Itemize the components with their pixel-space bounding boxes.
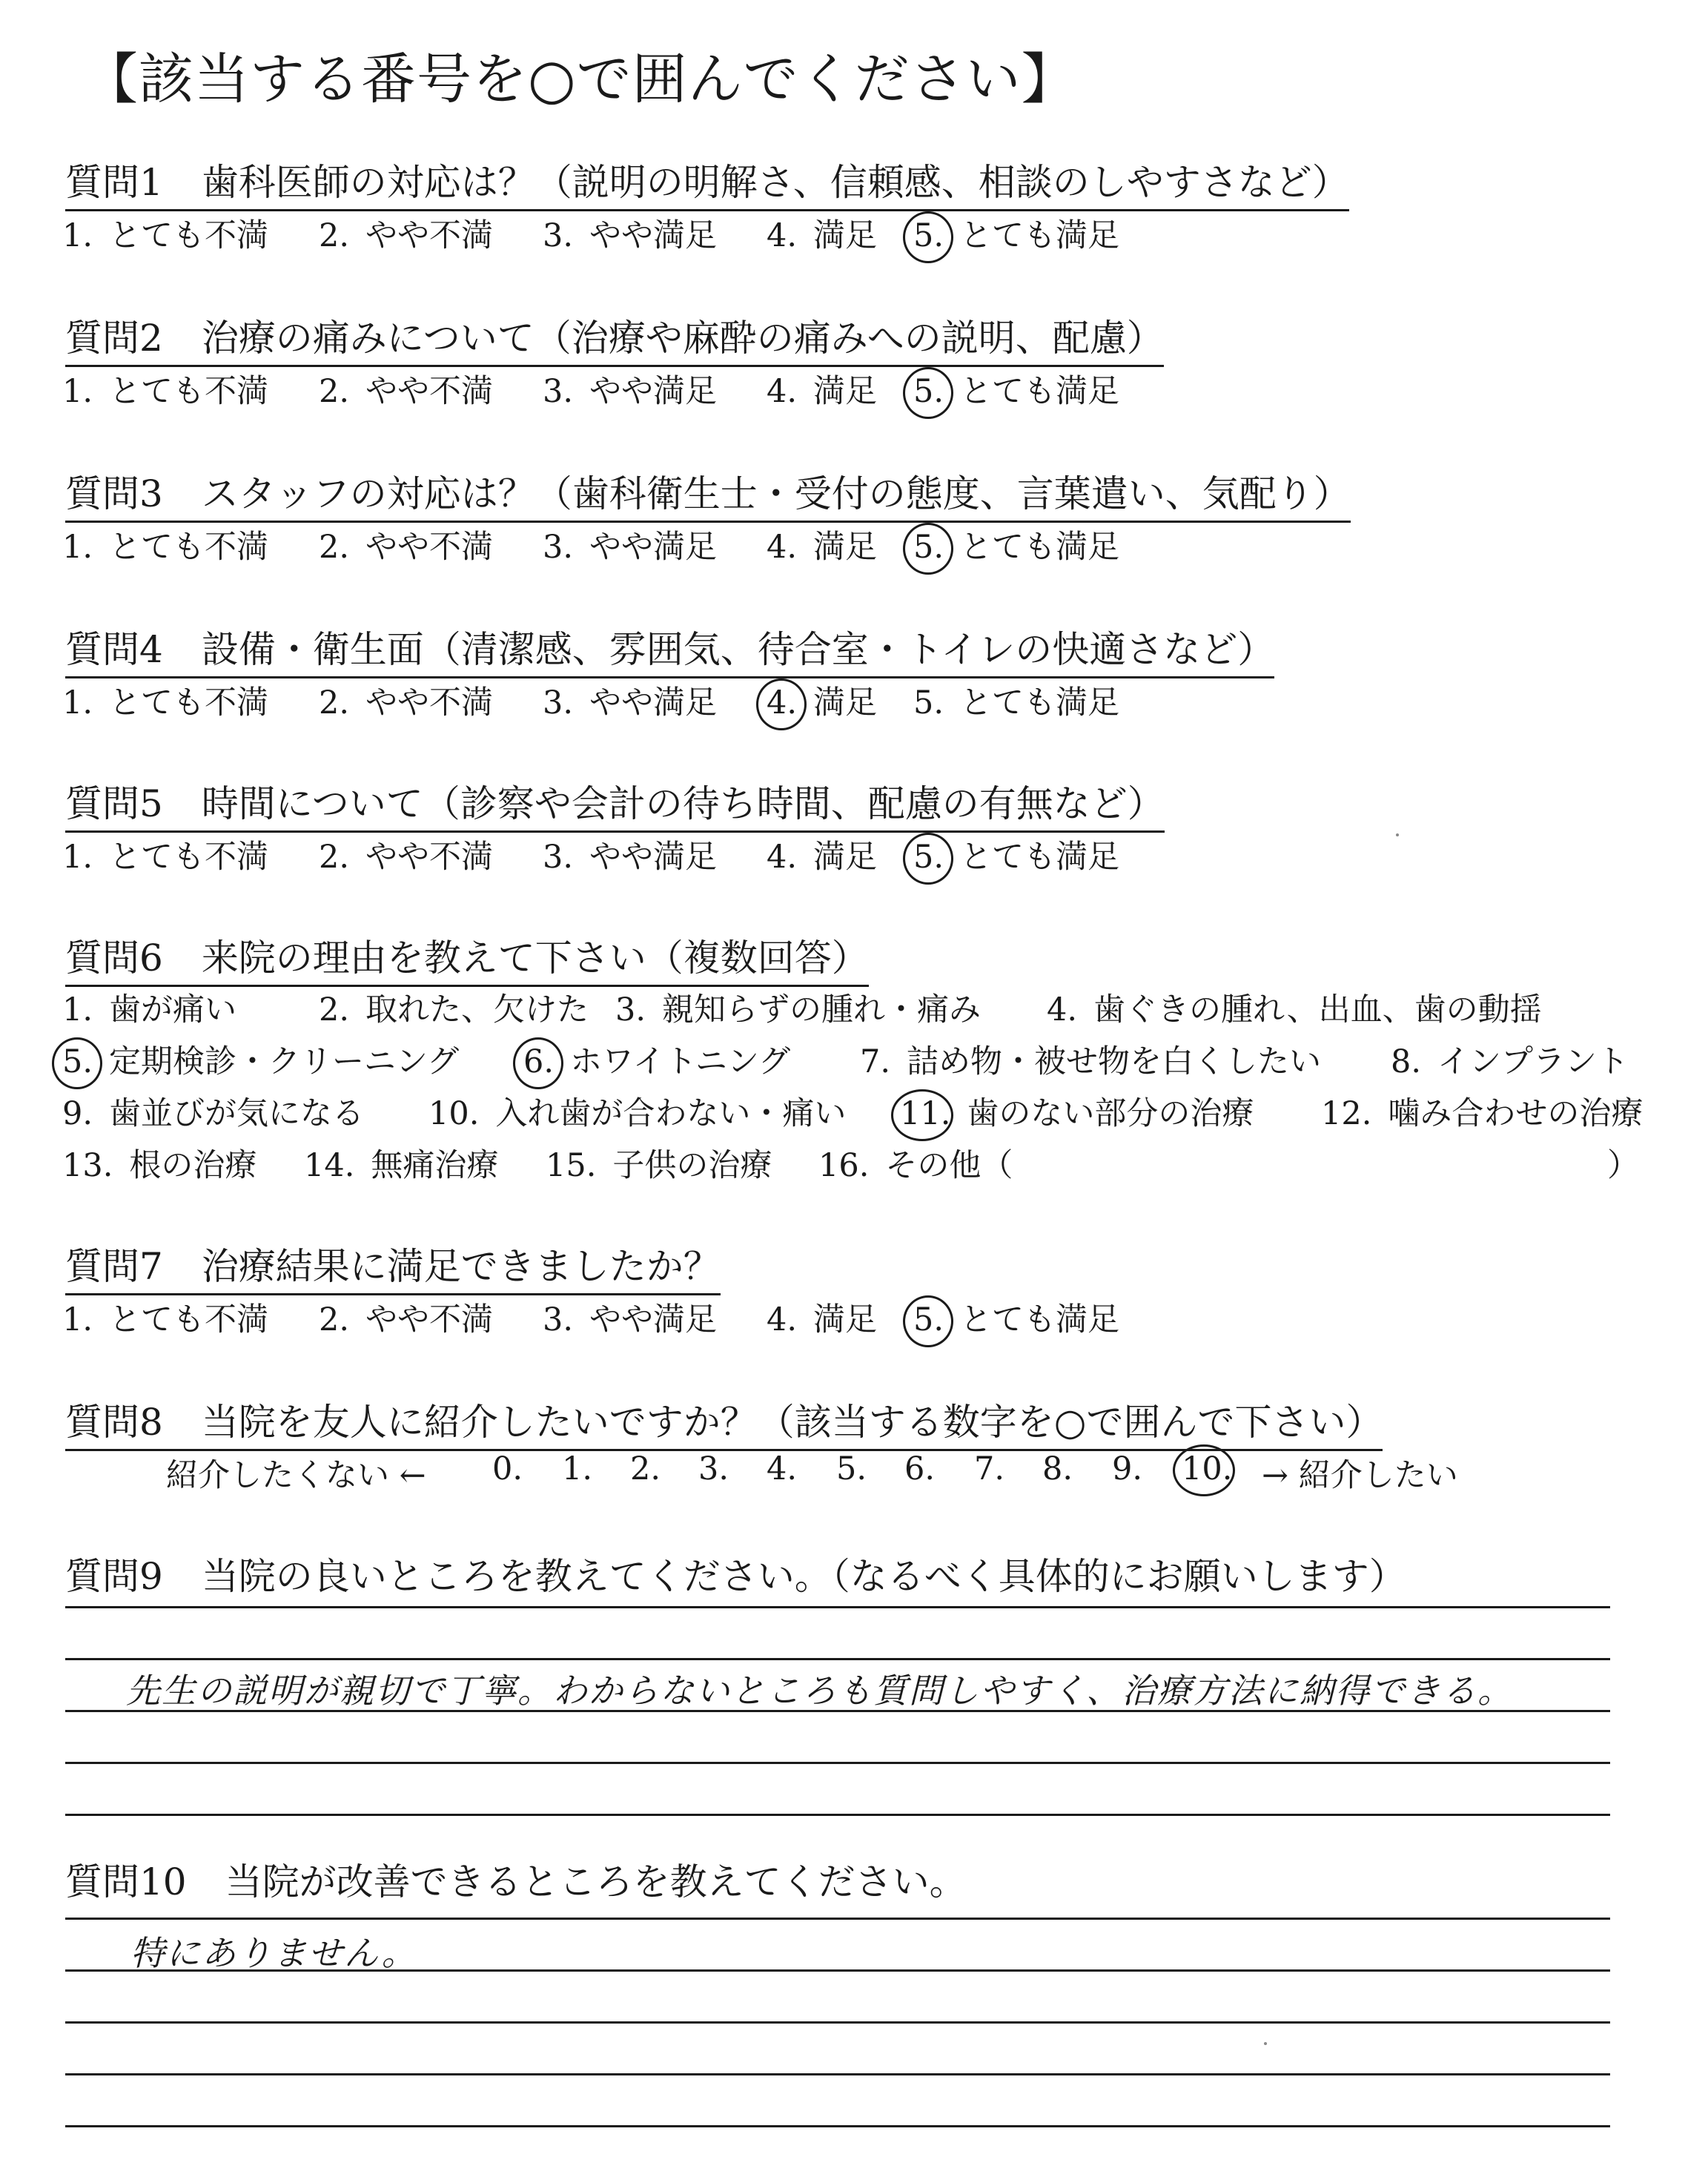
option-label: とても不満: [109, 529, 269, 566]
q1-option-4[interactable]: [767, 211, 877, 256]
q6-other-close-paren: ）: [1607, 1147, 1639, 1184]
option-number: 1.: [562, 1450, 593, 1487]
option-label: 入れ歯が合わない・痛い: [495, 1095, 847, 1132]
option-number: 14.: [304, 1147, 355, 1184]
option-number: 3.: [543, 217, 574, 254]
question-2-text: 治療の痛みについて（治療や麻酔の痛みへの説明、配慮）: [201, 317, 1164, 360]
option-label: 満足: [813, 529, 878, 566]
q4-option-3[interactable]: [543, 678, 717, 723]
question-4-heading: [65, 620, 1274, 678]
option-number: 4.: [767, 1301, 798, 1338]
option-label: その他（: [885, 1147, 1013, 1184]
q8-scale-0[interactable]: [492, 1450, 539, 1487]
q7-option-3[interactable]: [543, 1295, 717, 1340]
option-number: 2.: [319, 684, 350, 721]
option-label: やや不満: [365, 839, 494, 876]
answer-line: [65, 1710, 1610, 1712]
option-number: 1.: [62, 1301, 93, 1338]
q4-option-5[interactable]: [913, 678, 1119, 723]
option-label: とても満足: [960, 839, 1120, 876]
option-label: やや満足: [589, 217, 718, 254]
answer-line: [65, 2073, 1610, 2075]
option-number: 5.: [913, 684, 944, 721]
q6-option-8[interactable]: [1391, 1037, 1629, 1082]
option-number: 1.: [62, 529, 93, 566]
answer-line: [65, 1762, 1610, 1764]
q5-option-1[interactable]: [62, 832, 268, 877]
option-number: 12.: [1321, 1095, 1372, 1132]
option-number: 9.: [1112, 1450, 1143, 1487]
question-10-heading: [65, 1852, 967, 1906]
option-number: 2.: [319, 1301, 350, 1338]
q6-option-10[interactable]: [428, 1089, 846, 1134]
option-label: とても不満: [109, 684, 269, 721]
option-label: とても満足: [960, 684, 1120, 721]
q1-option-3[interactable]: [543, 211, 717, 256]
option-label: やや満足: [589, 1301, 718, 1338]
q7-option-2[interactable]: [319, 1295, 493, 1340]
option-label: とても不満: [109, 373, 269, 410]
option-label: やや満足: [589, 839, 718, 876]
question-5-label: 質問5: [65, 782, 163, 825]
option-number: 16.: [818, 1147, 870, 1184]
option-label: 満足: [813, 839, 878, 876]
answer-line: [65, 1606, 1610, 1608]
q7-option-4[interactable]: [767, 1295, 877, 1340]
q10-handwritten-answer[interactable]: 特にありません。: [130, 1933, 417, 1973]
option-number: 8.: [1042, 1450, 1073, 1487]
option-number: 1.: [62, 684, 93, 721]
option-number: 3.: [543, 839, 574, 876]
q4-option-1[interactable]: [62, 678, 268, 723]
option-number: 4.: [767, 217, 798, 254]
q3-option-2[interactable]: [319, 522, 493, 567]
option-label: インプラント: [1437, 1043, 1629, 1080]
q7-option-1[interactable]: [62, 1295, 268, 1340]
q6-option-12[interactable]: [1321, 1089, 1643, 1134]
question-8-label: 質問8: [65, 1401, 163, 1444]
page-title: 【該当する番号を○で囲んでください】: [83, 47, 1077, 111]
q8-left-label: 紹介したくない ←: [166, 1457, 426, 1494]
q6-option-14[interactable]: [304, 1140, 498, 1186]
q5-option-4[interactable]: [767, 832, 877, 877]
q8-scale-2[interactable]: [630, 1450, 677, 1487]
question-1-heading: [65, 153, 1349, 211]
option-number: 2.: [319, 373, 350, 410]
answer-line: [65, 1814, 1610, 1816]
answer-line: [65, 2125, 1610, 2127]
option-number: 3.: [543, 373, 574, 410]
question-2-label: 質問2: [65, 317, 163, 360]
q8-scale-6[interactable]: [904, 1450, 951, 1487]
option-number: 7.: [974, 1450, 1005, 1487]
answer-line: [65, 1918, 1610, 1920]
option-label: とても満足: [960, 217, 1120, 254]
q3-option-4[interactable]: [767, 522, 877, 567]
question-6-text: 来院の理由を教えて下さい（複数回答）: [201, 937, 869, 980]
q1-option-5-circled[interactable]: [913, 211, 1119, 256]
option-number: 1.: [62, 839, 93, 876]
option-number: 4.: [767, 839, 798, 876]
option-number: 5.: [913, 217, 944, 254]
option-number: 4.: [767, 529, 798, 566]
q8-scale-5[interactable]: [836, 1450, 883, 1487]
q6-option-15[interactable]: [546, 1140, 772, 1186]
option-label: やや不満: [365, 217, 494, 254]
option-number: 1.: [62, 991, 93, 1028]
option-label: とても不満: [109, 1301, 269, 1338]
q8-scale-10-circled[interactable]: [1182, 1450, 1248, 1487]
q8-scale-1[interactable]: [562, 1450, 609, 1487]
option-number: 10.: [1182, 1450, 1233, 1487]
q8-scale-8[interactable]: [1042, 1450, 1089, 1487]
option-label: 歯が痛い: [109, 991, 237, 1028]
q8-scale-7[interactable]: [974, 1450, 1021, 1487]
question-10-text: 当院が改善できるところを教えてください。: [225, 1860, 967, 1903]
option-number: 2.: [319, 839, 350, 876]
option-number: 2.: [319, 217, 350, 254]
option-number: 3.: [543, 529, 574, 566]
q3-option-5-circled[interactable]: [913, 522, 1119, 567]
option-label: とても満足: [960, 373, 1120, 410]
question-2-heading: [65, 308, 1164, 367]
option-label: 歯並びが気になる: [109, 1095, 365, 1132]
option-number: 3.: [698, 1450, 729, 1487]
option-label: やや不満: [365, 1301, 494, 1338]
option-label: とても不満: [109, 217, 269, 254]
q3-option-1[interactable]: [62, 522, 268, 567]
option-label: 満足: [813, 684, 878, 721]
option-number: 4.: [767, 684, 798, 721]
option-number: 5.: [913, 529, 944, 566]
option-number: 0.: [492, 1450, 523, 1487]
q6-option-3[interactable]: [615, 985, 981, 1030]
q5-option-5-circled[interactable]: [913, 832, 1119, 877]
option-label: 歯のない部分の治療: [967, 1095, 1254, 1132]
q6-option-4[interactable]: [1047, 985, 1542, 1030]
option-label: やや満足: [589, 373, 718, 410]
question-5-heading: [65, 774, 1165, 833]
option-number: 6.: [523, 1043, 555, 1080]
option-number: 11.: [900, 1095, 951, 1132]
option-number: 2.: [319, 529, 350, 566]
q2-option-5-circled[interactable]: [913, 366, 1119, 412]
option-number: 6.: [904, 1450, 936, 1487]
option-number: 15.: [546, 1147, 597, 1184]
q1-option-2[interactable]: [319, 211, 493, 256]
option-number: 3.: [543, 1301, 574, 1338]
scan-speck: [1396, 833, 1399, 836]
option-label: 定期検診・クリーニング: [109, 1043, 460, 1080]
option-number: 13.: [62, 1147, 113, 1184]
option-label: 噛み合わせの治療: [1388, 1095, 1644, 1132]
option-label: やや満足: [589, 529, 718, 566]
option-number: 4.: [767, 373, 798, 410]
question-8-heading: [65, 1393, 1383, 1451]
option-label: 親知らずの腫れ・痛み: [662, 991, 982, 1028]
q2-option-2[interactable]: [319, 366, 493, 412]
q8-right-label: → 紹介したい: [1262, 1457, 1458, 1494]
option-number: 5.: [836, 1450, 867, 1487]
question-4-text: 設備・衛生面（清潔感、雰囲気、待合室・トイレの快適さなど）: [201, 628, 1275, 671]
option-label: とても満足: [960, 1301, 1120, 1338]
option-label: 無痛治療: [371, 1147, 499, 1184]
question-9-heading: [65, 1547, 1406, 1600]
option-number: 5.: [913, 839, 944, 876]
question-9-label: 質問9: [65, 1555, 163, 1598]
q8-scale-3[interactable]: [698, 1450, 745, 1487]
option-label: 詰め物・被せ物を白くしたい: [907, 1043, 1322, 1080]
question-3-text: スタッフの対応は？（歯科衛生士・受付の態度、言葉遣い、気配り）: [201, 472, 1351, 515]
option-number: 8.: [1391, 1043, 1422, 1080]
q6-option-16[interactable]: [818, 1140, 1013, 1186]
option-number: 1.: [62, 373, 93, 410]
question-6-label: 質問6: [65, 937, 163, 980]
q6-option-13[interactable]: [62, 1140, 256, 1186]
q2-option-3[interactable]: [543, 366, 717, 412]
option-label: 根の治療: [129, 1147, 257, 1184]
q6-option-1[interactable]: [62, 985, 236, 1030]
q5-option-2[interactable]: [319, 832, 493, 877]
question-10-label: 質問10: [65, 1860, 187, 1903]
question-3-label: 質問3: [65, 472, 163, 515]
option-number: 9.: [62, 1095, 93, 1132]
question-4-label: 質問4: [65, 628, 163, 671]
question-7-label: 質問7: [65, 1245, 163, 1288]
option-number: 10.: [428, 1095, 480, 1132]
q7-option-5-circled[interactable]: [913, 1295, 1119, 1340]
option-label: 満足: [813, 1301, 878, 1338]
q8-scale-9[interactable]: [1112, 1450, 1159, 1487]
question-9-text: 当院の良いところを教えてください。（なるべく具体的にお願いします）: [201, 1555, 1406, 1598]
q5-option-3[interactable]: [543, 832, 717, 877]
question-8-text: 当院を友人に紹介したいですか？（該当する数字を○で囲んで下さい）: [201, 1401, 1383, 1444]
option-number: 1.: [62, 217, 93, 254]
option-label: やや不満: [365, 373, 494, 410]
option-number: 5.: [913, 1301, 944, 1338]
option-number: 3.: [543, 684, 574, 721]
option-label: 満足: [813, 217, 878, 254]
q6-option-2[interactable]: [319, 985, 589, 1030]
option-number: 5.: [62, 1043, 93, 1080]
q6-option-11-circled[interactable]: [900, 1089, 1254, 1134]
q3-option-3[interactable]: [543, 522, 717, 567]
answer-line: [65, 1969, 1610, 1972]
option-number: 2.: [630, 1450, 661, 1487]
q2-option-4[interactable]: [767, 366, 877, 412]
option-label: とても満足: [960, 529, 1120, 566]
option-label: ホワイトニング: [570, 1043, 791, 1080]
q4-option-4-circled[interactable]: [767, 678, 877, 723]
option-number: 2.: [319, 991, 350, 1028]
option-number: 4.: [1047, 991, 1078, 1028]
option-label: やや不満: [365, 684, 494, 721]
q9-handwritten-answer[interactable]: 先生の説明が親切で丁寧。わからないところも質問しやすく、治療方法に納得できる。: [126, 1671, 1514, 1711]
q6-option-6-circled[interactable]: [523, 1037, 790, 1082]
q8-scale-4[interactable]: [767, 1450, 813, 1487]
option-label: とても不満: [109, 839, 269, 876]
answer-line: [65, 2021, 1610, 2024]
option-number: 5.: [913, 373, 944, 410]
option-label: 満足: [813, 373, 878, 410]
option-number: 4.: [767, 1450, 798, 1487]
question-5-text: 時間について（診察や会計の待ち時間、配慮の有無など）: [201, 782, 1165, 825]
option-label: やや満足: [589, 684, 718, 721]
option-label: 子供の治療: [612, 1147, 772, 1184]
q1-option-1[interactable]: [62, 211, 268, 256]
q2-option-1[interactable]: [62, 366, 268, 412]
question-3-heading: [65, 464, 1351, 523]
option-label: 取れた、欠けた: [365, 991, 589, 1028]
question-6-heading: [65, 928, 869, 987]
question-1-label: 質問1: [65, 161, 163, 204]
option-label: 歯ぐきの腫れ、出血、歯の動揺: [1093, 991, 1542, 1028]
scan-speck: [1264, 2042, 1267, 2045]
q6-option-5-circled[interactable]: [62, 1037, 459, 1082]
question-7-text: 治療結果に満足できましたか？: [201, 1245, 721, 1288]
option-label: やや不満: [365, 529, 494, 566]
q6-option-7[interactable]: [860, 1037, 1321, 1082]
question-1-text: 歯科医師の対応は？（説明の明解さ、信頼感、相談のしやすさなど）: [201, 161, 1349, 204]
q6-option-9[interactable]: [62, 1089, 364, 1134]
option-number: 3.: [615, 991, 646, 1028]
answer-line: [65, 1658, 1610, 1660]
option-number: 7.: [860, 1043, 891, 1080]
q4-option-2[interactable]: [319, 678, 493, 723]
question-7-heading: [65, 1237, 721, 1295]
